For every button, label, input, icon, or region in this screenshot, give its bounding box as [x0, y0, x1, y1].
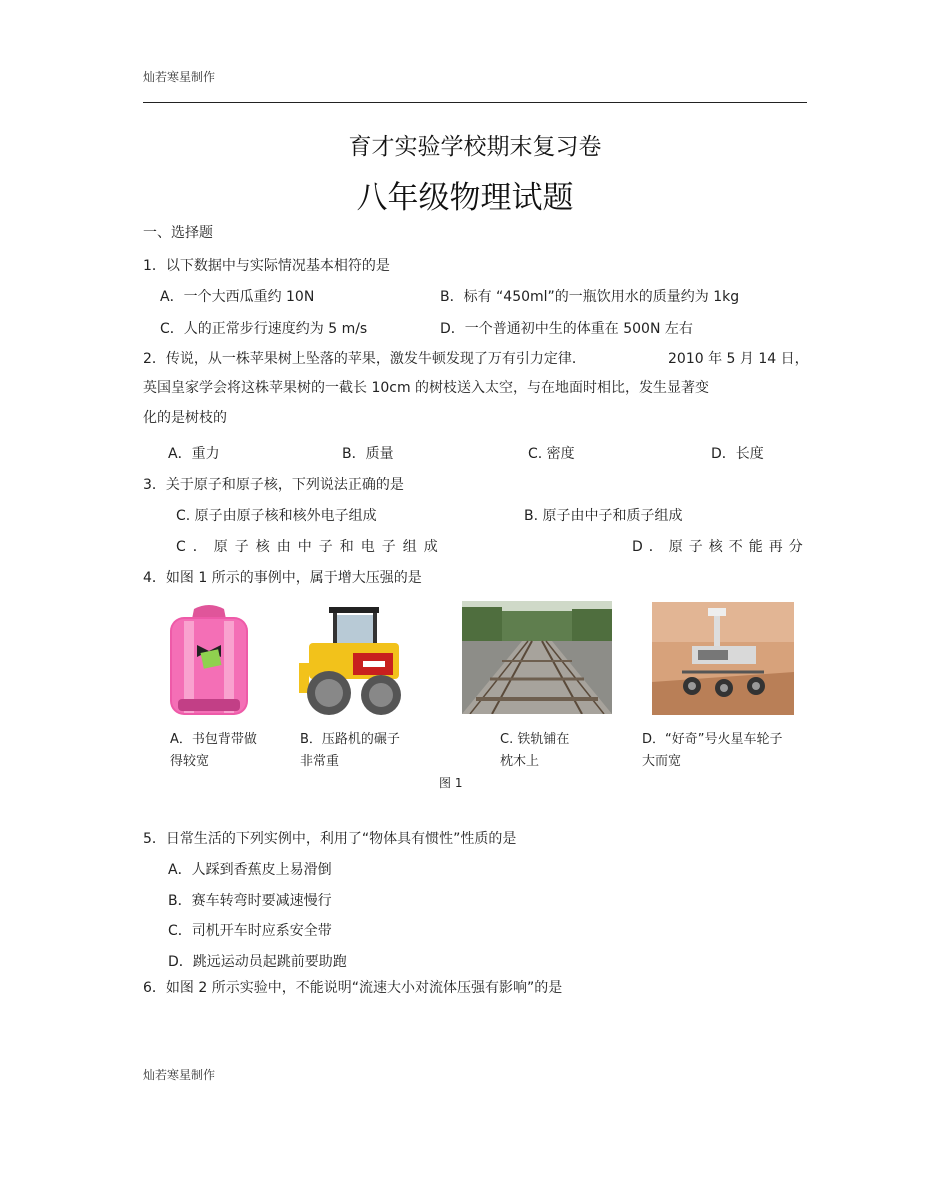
caption-d: D．“好奇”号火星车轮子大而宽	[642, 732, 783, 769]
question-5-option-b: B．赛车转弯时要减速慢行	[168, 893, 332, 909]
page-header: 灿若寒星制作	[143, 70, 216, 84]
caption-a: A．书包背带做得较宽	[170, 732, 257, 769]
question-5-option-a: A．人踩到香蕉皮上易滑倒	[168, 862, 332, 878]
question-2-option-c: C. 密度	[528, 446, 575, 462]
question-4-stem: 4．如图 1 所示的事例中，属于增大压强的是	[143, 570, 422, 586]
question-1-option-b: B．标有 “450ml”的一瓶饮用水的质量约为 1kg	[440, 289, 740, 305]
figure-1-label: 图 1	[439, 776, 463, 790]
question-3-option-d: D．原子核不能再分	[632, 539, 809, 555]
school-title: 育才实验学校期末复习卷	[348, 134, 602, 160]
question-1-stem: 1．以下数据中与实际情况基本相符的是	[143, 258, 390, 274]
road-roller-image	[293, 603, 411, 721]
question-2-option-a: A．重力	[168, 446, 220, 462]
section-heading: 一、选择题	[143, 225, 213, 241]
question-3-option-c: C．原子核由中子和电子组成	[176, 539, 445, 555]
question-2-line-3: 化的是树枝的	[143, 410, 227, 426]
question-1-option-c: C．人的正常步行速度约为 5 m/s	[160, 321, 368, 337]
question-2-option-b: B．质量	[342, 446, 394, 462]
backpack-image	[164, 603, 254, 718]
header-rule	[143, 102, 807, 103]
caption-c: C. 铁轨铺在枕木上	[500, 732, 570, 769]
question-1-option-d: D．一个普通初中生的体重在 500N 左右	[440, 321, 693, 337]
question-6-stem: 6．如图 2 所示实验中，不能说明“流速大小对流体压强有影响”的是	[143, 980, 563, 996]
question-5-stem: 5．日常生活的下列实例中，利用了“物体具有惯性”性质的是	[143, 831, 517, 847]
railway-track-image	[462, 601, 612, 714]
question-2-option-d: D．长度	[711, 446, 764, 462]
question-3-stem: 3．关于原子和原子核，下列说法正确的是	[143, 477, 404, 493]
question-2-line-2: 英国皇家学会将这株苹果树的一截长 10cm 的树枝送入太空，与在地面时相比，发生显著变	[143, 380, 710, 396]
question-3-option-b: B. 原子由中子和质子组成	[524, 508, 683, 524]
question-5-option-d: D．跳远运动员起跳前要助跑	[168, 954, 347, 970]
page-footer: 灿若寒星制作	[143, 1068, 216, 1082]
question-2-line-1: 2．传说，从一株苹果树上坠落的苹果，激发牛顿发现了万有引力定律．	[143, 351, 586, 367]
question-2-date: 2010 年 5 月 14 日，	[668, 351, 809, 367]
exam-title: 八年级物理试题	[356, 180, 574, 216]
caption-b: B．压路机的碾子非常重	[300, 732, 400, 769]
mars-rover-image	[652, 602, 794, 715]
question-3-option-a: C. 原子由原子核和核外电子组成	[176, 508, 377, 524]
question-5-option-c: C．司机开车时应系安全带	[168, 923, 332, 939]
question-1-option-a: A．一个大西瓜重约 10N	[160, 289, 315, 305]
